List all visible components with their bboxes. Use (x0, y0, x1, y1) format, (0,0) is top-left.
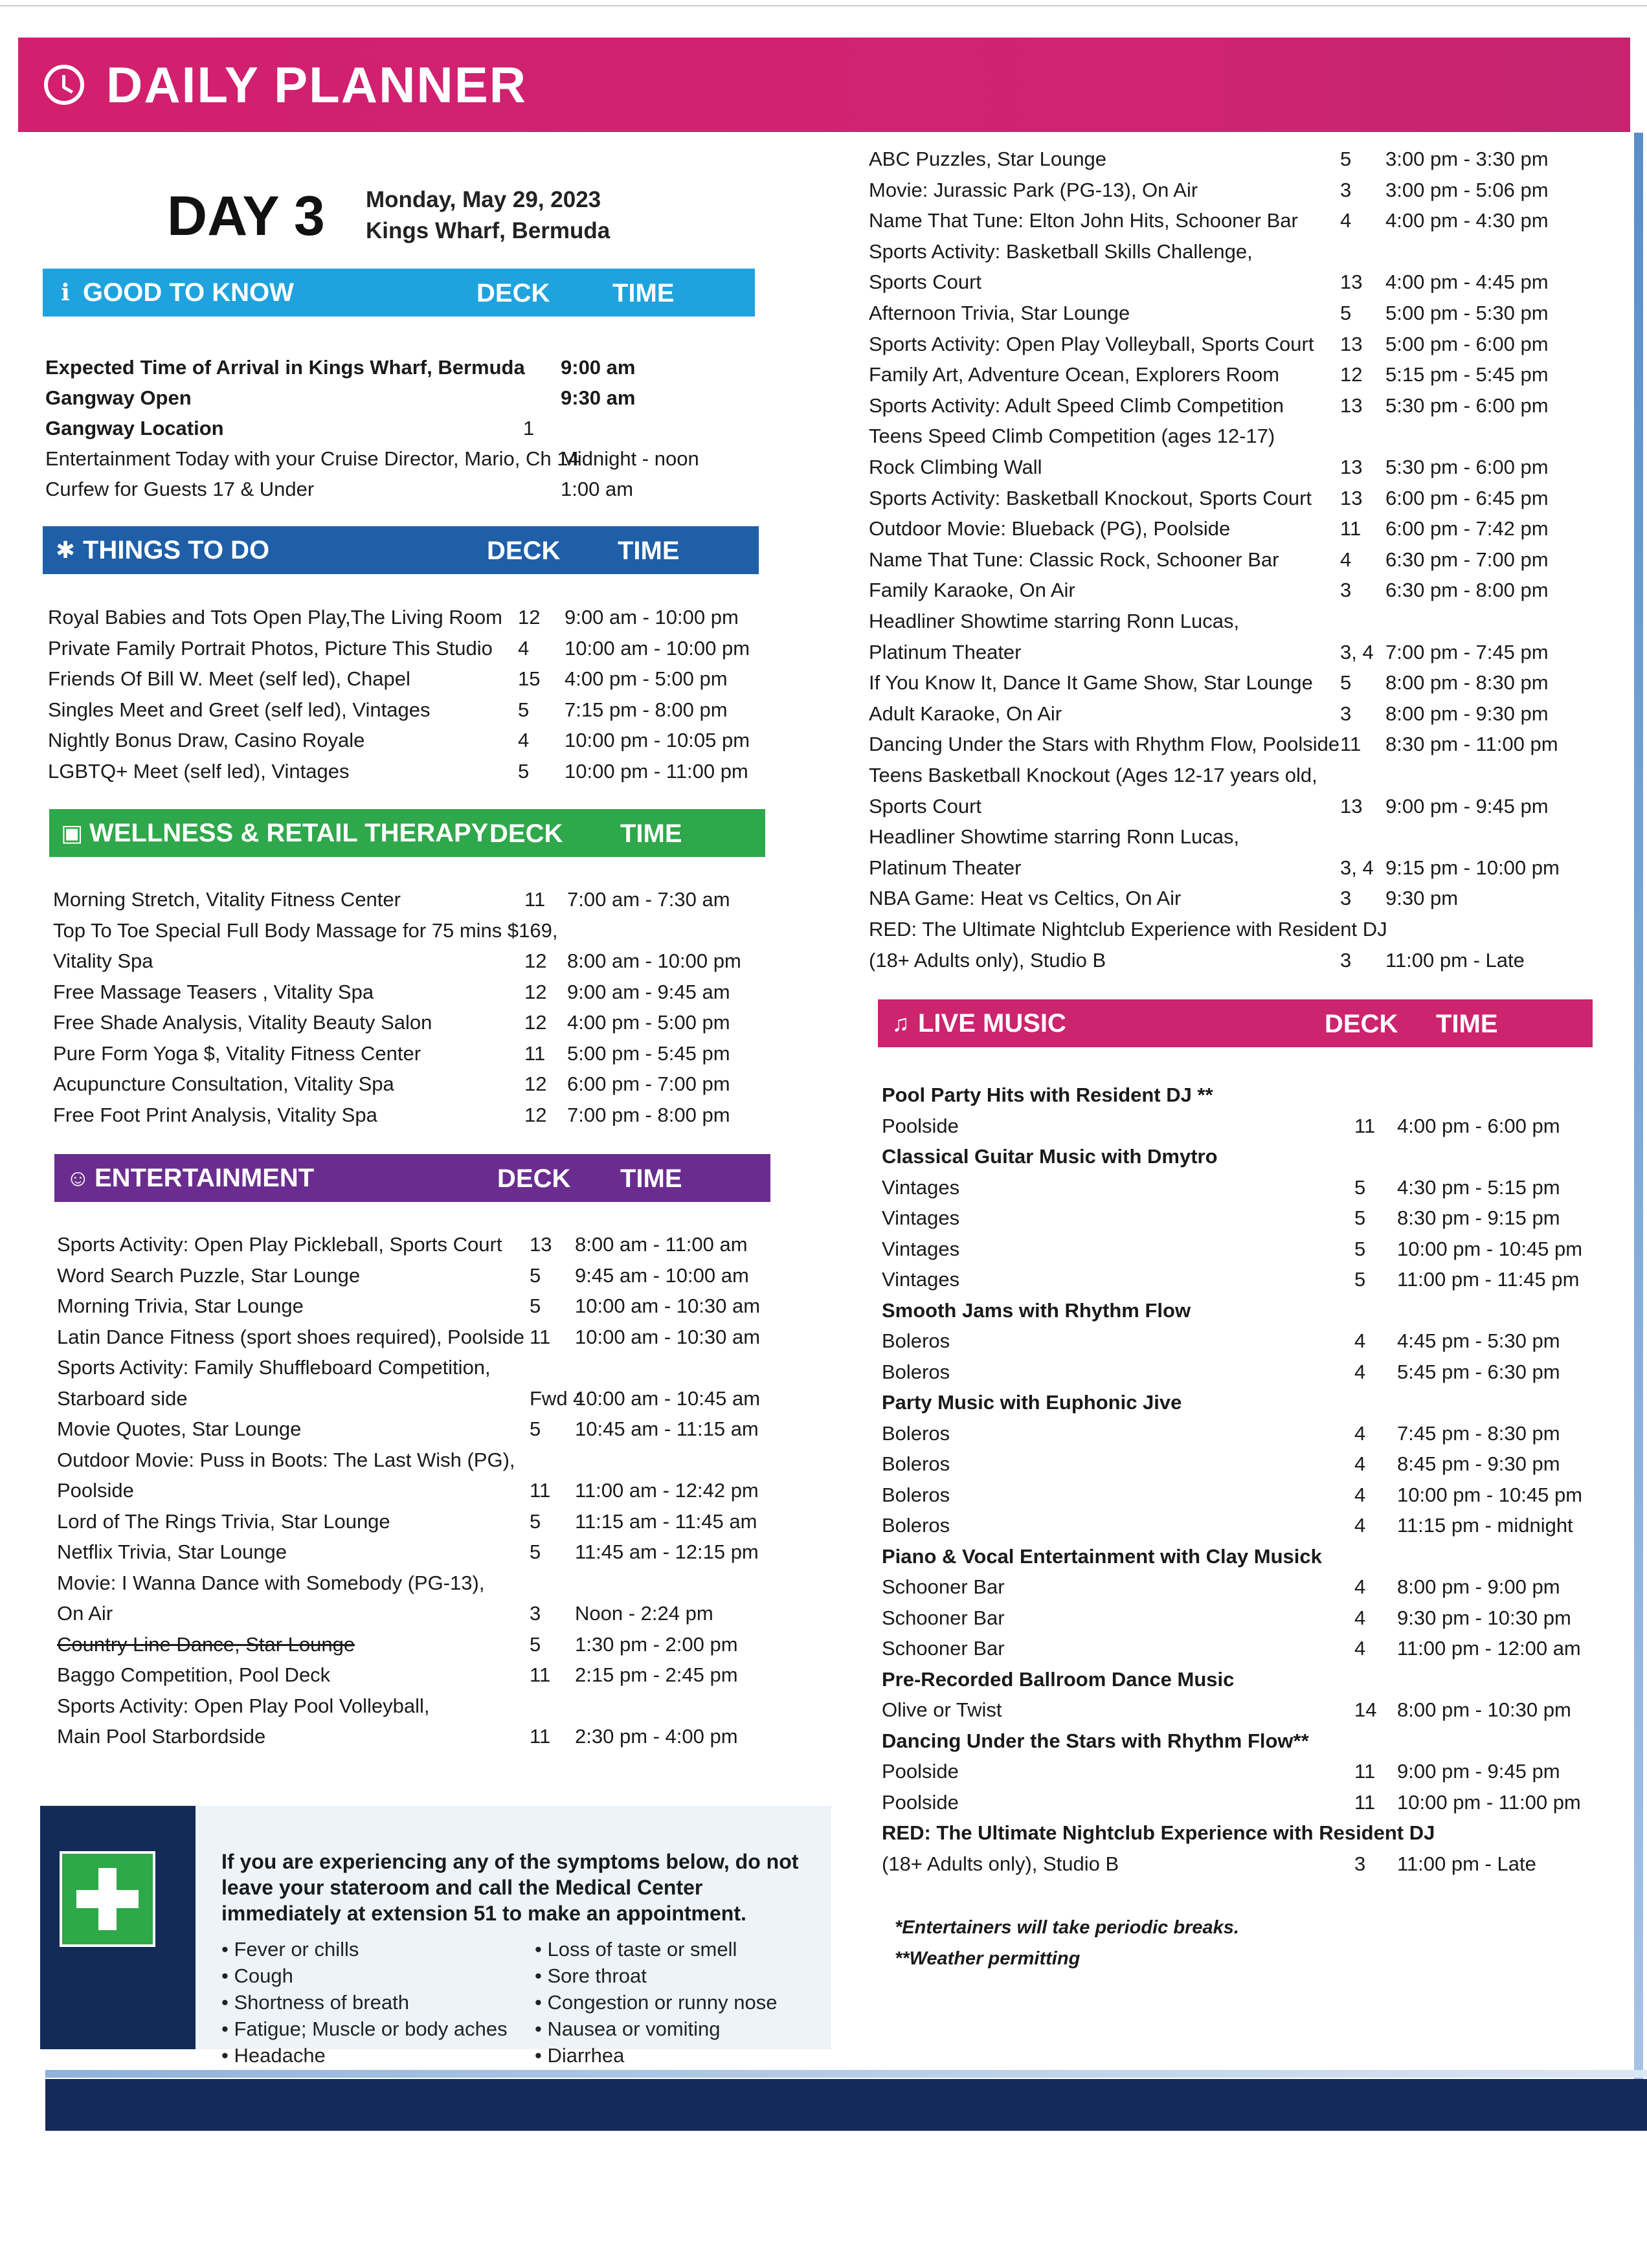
schedule-item-label: Baggo Competition, Pool Deck (57, 1663, 331, 1686)
wellness-header (49, 809, 765, 857)
schedule-item-label: Boleros (882, 1421, 950, 1445)
schedule-item-deck: 11 (1354, 1760, 1376, 1783)
schedule-item-deck: 12 (524, 950, 547, 972)
schedule-item-label: Pure Form Yoga $, Vitality Fitness Center (53, 1041, 421, 1065)
schedule-item-label: Morning Stretch, Vitality Fitness Center (53, 888, 401, 911)
page-banner (18, 38, 1630, 132)
schedule-item-deck: 5 (1354, 1237, 1366, 1260)
schedule-item-time: 11:00 pm - Late (1397, 1852, 1536, 1875)
schedule-item-deck: 3 (1340, 887, 1352, 910)
footnote: *Entertainers will take periodic breaks. (895, 1917, 1239, 1938)
things-to-do-title: THINGS TO DO (83, 535, 270, 564)
schedule-item-time: 4:00 pm - 6:00 pm (1397, 1114, 1560, 1137)
good-to-know-title: GOOD TO KNOW (83, 278, 294, 307)
symptom-item: • Loss of taste or smell (535, 1938, 737, 1961)
schedule-item-time: 4:00 pm - 5:00 pm (567, 1011, 730, 1034)
wellness-title: WELLNESS & RETAIL THERAPY (89, 818, 489, 847)
schedule-item-time: 4:00 pm - 5:00 pm (565, 667, 728, 690)
schedule-item-label: Headliner Showtime starring Ronn Lucas, (869, 825, 1240, 849)
schedule-item-deck: 5 (530, 1509, 541, 1533)
schedule-item-deck: 3 (1340, 702, 1352, 725)
schedule-item-time: 7:00 am - 7:30 am (567, 888, 730, 911)
medical-cross-icon (60, 1851, 155, 1947)
schedule-item-label: (18+ Adults only), Studio B (869, 948, 1106, 972)
day-label: DAY 3 (167, 185, 325, 247)
schedule-item-label: Poolside (882, 1760, 959, 1783)
schedule-item-time: 10:00 pm - 10:45 pm (1397, 1237, 1583, 1260)
symptom-item: • Cough (221, 1964, 293, 1987)
schedule-item-time: 7:00 pm - 8:00 pm (567, 1103, 730, 1126)
schedule-item-deck: 5 (530, 1632, 541, 1656)
schedule-item-time: 9:00 am - 9:45 am (567, 980, 730, 1003)
schedule-item-time: 9:30 am (561, 386, 636, 409)
schedule-item-time: 7:15 pm - 8:00 pm (565, 698, 728, 721)
schedule-item-label: Latin Dance Fitness (sport shoes required), Poolside (57, 1325, 524, 1348)
schedule-item-time: 5:30 pm - 6:00 pm (1385, 394, 1549, 417)
page-edge-stripe (1634, 133, 1643, 2113)
schedule-item-label: Morning Trivia, Star Lounge (57, 1295, 304, 1317)
schedule-item-deck: 13 (530, 1233, 552, 1256)
schedule-item-label: RED: The Ultimate Nightclub Experience with Resident DJ (882, 1821, 1435, 1844)
schedule-item-time: 11:00 pm - 12:00 am (1397, 1637, 1581, 1660)
schedule-item-label: Country Line Dance, Star Lounge (57, 1632, 355, 1656)
schedule-item-deck: Fwd 4 (530, 1386, 585, 1410)
schedule-item-time: 11:00 am - 12:42 pm (575, 1479, 759, 1502)
schedule-item-deck: 4 (1354, 1637, 1366, 1660)
schedule-item-deck: 4 (1340, 548, 1352, 571)
schedule-item-label: Acupuncture Consultation, Vitality Spa (53, 1073, 394, 1095)
schedule-item-label: Lord of The Rings Trivia, Star Lounge (57, 1509, 390, 1533)
schedule-item-label: Free Foot Print Analysis, Vitality Spa (53, 1103, 377, 1126)
schedule-item-label: Boleros (882, 1360, 950, 1383)
schedule-item-label: Poolside (57, 1479, 134, 1502)
schedule-item-label: Starboard side (57, 1386, 188, 1410)
schedule-item-label: Sports Court (869, 271, 982, 294)
schedule-item-deck: 13 (1340, 456, 1363, 478)
schedule-item-label: Vintages (882, 1206, 960, 1229)
schedule-item-label: Gangway Open (45, 386, 192, 409)
schedule-item-label: Smooth Jams with Rhythm Flow (882, 1298, 1191, 1322)
schedule-item-label: Boleros (882, 1329, 950, 1352)
live-music-header (878, 999, 1593, 1047)
symptom-item: • Headache (221, 2044, 326, 2067)
entertainment-header (54, 1154, 770, 1202)
symptom-item: • Shortness of breath (221, 1991, 410, 2014)
schedule-item-deck: 14 (1354, 1698, 1377, 1721)
schedule-item-deck: 12 (518, 606, 541, 628)
schedule-item-label: Platinum Theater (869, 856, 1022, 879)
mask-icon: ☺ (66, 1164, 90, 1191)
schedule-item-time: 11:00 pm - Late (1385, 948, 1525, 972)
schedule-item-deck: 13 (1340, 794, 1363, 817)
schedule-item-deck: 11 (1354, 1114, 1376, 1137)
schedule-item-label: If You Know It, Dance It Game Show, Star Lounge (869, 671, 1313, 695)
schedule-item-time: 7:45 pm - 8:30 pm (1397, 1421, 1560, 1445)
schedule-item-label: NBA Game: Heat vs Celtics, On Air (869, 887, 1182, 910)
schedule-item-deck: 5 (1340, 671, 1352, 695)
entertainment-time-heading: TIME (620, 1164, 682, 1193)
schedule-item-time: 8:30 pm - 11:00 pm (1385, 733, 1558, 756)
symptom-item: • Sore throat (535, 1964, 647, 1987)
schedule-item-label: Vintages (882, 1268, 960, 1291)
schedule-item-label: Family Art, Adventure Ocean, Explorers Room (869, 363, 1280, 386)
live-music-deck-heading: DECK (1325, 1010, 1398, 1038)
schedule-item-label: Outdoor Movie: Puss in Boots: The Last Wish (PG), (57, 1448, 515, 1471)
schedule-item-time: 10:00 am - 10:30 am (575, 1295, 761, 1317)
schedule-item-time: 9:00 am (561, 356, 636, 379)
schedule-item-deck: 5 (530, 1295, 541, 1317)
schedule-item-label: Teens Basketball Knockout (Ages 12-17 years old, (869, 764, 1317, 786)
schedule-item-time: 10:00 pm - 11:00 pm (1397, 1790, 1581, 1814)
schedule-item-time: Noon - 2:24 pm (575, 1602, 713, 1625)
good-to-know-deck-heading: DECK (476, 279, 550, 307)
schedule-item-time: 9:15 pm - 10:00 pm (1385, 856, 1560, 879)
schedule-item-deck: 4 (518, 636, 530, 660)
schedule-item-time: 10:00 pm - 11:00 pm (565, 759, 748, 783)
schedule-item-deck: 3, 4 (1340, 640, 1374, 663)
schedule-item-label: Schooner Bar (882, 1637, 1005, 1660)
schedule-item-deck: 5 (530, 1263, 541, 1287)
schedule-item-label: Dancing Under the Stars with Rhythm Flow** (882, 1729, 1309, 1752)
schedule-item-time: 10:00 pm - 10:05 pm (565, 729, 750, 751)
day-info (366, 184, 610, 247)
schedule-item-label: Expected Time of Arrival in Kings Wharf, Bermuda (45, 356, 525, 379)
schedule-item-label: Platinum Theater (869, 640, 1022, 663)
schedule-item-label: Royal Babies and Tots Open Play,The Living Room (48, 606, 502, 628)
schedule-item-label: Sports Court (869, 794, 982, 817)
schedule-item-time: 5:45 pm - 6:30 pm (1397, 1360, 1560, 1383)
schedule-item-label: Outdoor Movie: Blueback (PG), Poolside (869, 517, 1231, 540)
schedule-item-label: Movie: I Wanna Dance with Somebody (PG-13), (57, 1571, 485, 1594)
schedule-item-time: 10:00 pm - 10:45 pm (1397, 1483, 1583, 1506)
schedule-item-label: Afternoon Trivia, Star Lounge (869, 302, 1130, 324)
good-to-know-header (43, 269, 755, 317)
schedule-item-label: Teens Speed Climb Competition (ages 12-17) (869, 425, 1275, 448)
footnote: **Weather permitting (895, 1948, 1081, 1969)
schedule-item-time: 4:00 pm - 4:45 pm (1385, 271, 1549, 294)
schedule-item-label: RED: The Ultimate Nightclub Experience with Resident DJ (869, 918, 1387, 940)
schedule-item-label: Pre-Recorded Ballroom Dance Music (882, 1667, 1235, 1691)
schedule-item-time: Midnight - noon (561, 447, 699, 470)
schedule-item-label: Top To Toe Special Full Body Massage for 75 mins $169, (53, 918, 558, 942)
symptom-item: • Fatigue; Muscle or body aches (221, 2018, 508, 2040)
schedule-item-label: Nightly Bonus Draw, Casino Royale (48, 729, 365, 751)
schedule-item-deck: 3 (1340, 579, 1352, 602)
schedule-item-deck: 12 (524, 1073, 547, 1095)
schedule-item-time: 8:00 pm - 10:30 pm (1397, 1698, 1571, 1721)
schedule-item-label: (18+ Adults only), Studio B (882, 1852, 1119, 1875)
schedule-item-deck: 12 (524, 980, 547, 1003)
schedule-item-time: 10:45 am - 11:15 am (575, 1418, 759, 1440)
wellness-deck-heading: DECK (489, 819, 563, 848)
schedule-item-label: Entertainment Today with your Cruise Director, Mario, Ch 14 (45, 447, 579, 470)
schedule-item-label: Friends Of Bill W. Meet (self led), Chapel (48, 667, 410, 690)
schedule-item-label: Boleros (882, 1483, 950, 1506)
schedule-item-label: Word Search Puzzle, Star Lounge (57, 1263, 361, 1287)
schedule-item-time: 4:45 pm - 5:30 pm (1397, 1329, 1560, 1352)
good-to-know-time-heading: TIME (612, 279, 675, 307)
schedule-item-time: 5:00 pm - 6:00 pm (1385, 332, 1549, 355)
schedule-item-label: Gangway Location (45, 417, 224, 439)
schedule-item-deck: 11 (1354, 1790, 1376, 1814)
schedule-item-time: 5:00 pm - 5:45 pm (567, 1041, 730, 1065)
things-to-do-deck-heading: DECK (487, 537, 561, 565)
schedule-item-deck: 4 (1354, 1606, 1366, 1629)
schedule-item-time: 10:00 am - 10:45 am (575, 1386, 761, 1410)
schedule-item-time: 8:00 pm - 8:30 pm (1385, 671, 1549, 695)
things-to-do-header (43, 526, 759, 574)
schedule-item-label: Movie Quotes, Star Lounge (57, 1418, 302, 1440)
schedule-item-label: Sports Activity: Open Play Pickleball, Sports Court (57, 1233, 502, 1256)
schedule-item-deck: 11 (1340, 517, 1361, 540)
clock-icon (44, 65, 84, 105)
schedule-item-deck: 3 (1354, 1852, 1366, 1875)
schedule-item-label: Vitality Spa (53, 950, 153, 972)
schedule-item-time: 3:00 pm - 3:30 pm (1385, 148, 1549, 170)
schedule-item-deck: 4 (1354, 1329, 1366, 1352)
medical-message: If you are experiencing any of the symptoms below, do not leave your stateroom and call the Medical Center immediately at extension 51 to make an appointment. (221, 1850, 799, 1925)
schedule-item-deck: 15 (518, 667, 541, 690)
schedule-item-label: Curfew for Guests 17 & Under (45, 478, 315, 500)
schedule-item-label: Classical Guitar Music with Dmytro (882, 1145, 1218, 1168)
schedule-item-label: Sports Activity: Open Play Volleyball, Sports Court (869, 332, 1314, 355)
schedule-item-deck: 5 (530, 1418, 541, 1440)
schedule-item-deck: 13 (1340, 332, 1363, 355)
schedule-item-time: 2:15 pm - 2:45 pm (575, 1663, 738, 1686)
schedule-item-time: 7:00 pm - 7:45 pm (1385, 640, 1549, 663)
info-icon: ℹ (61, 279, 70, 306)
schedule-item-label: Sports Activity: Family Shuffleboard Competition, (57, 1356, 491, 1379)
schedule-item-deck: 5 (1354, 1206, 1366, 1229)
schedule-item-time: 9:00 am - 10:00 pm (565, 606, 739, 628)
schedule-item-label: Sports Activity: Open Play Pool Volleyball, (57, 1694, 430, 1717)
schedule-item-label: LGBTQ+ Meet (self led), Vintages (48, 759, 350, 783)
schedule-item-deck: 11 (530, 1663, 551, 1686)
schedule-item-label: Sports Activity: Adult Speed Climb Competition (869, 394, 1284, 417)
schedule-item-label: Schooner Bar (882, 1606, 1005, 1629)
schedule-item-deck: 12 (1340, 363, 1363, 386)
schedule-item-deck: 5 (1340, 148, 1352, 170)
schedule-item-label: On Air (57, 1602, 113, 1625)
schedule-item-label: Schooner Bar (882, 1575, 1005, 1598)
live-music-time-heading: TIME (1436, 1010, 1498, 1038)
schedule-item-label: Poolside (882, 1114, 959, 1137)
symptom-item: • Fever or chills (221, 1938, 359, 1961)
schedule-item-label: Vintages (882, 1175, 960, 1199)
schedule-item-deck: 3, 4 (1340, 856, 1374, 879)
schedule-item-time: 6:00 pm - 6:45 pm (1385, 486, 1549, 509)
page-title: DAILY PLANNER (106, 56, 528, 113)
schedule-item-deck: 11 (524, 888, 546, 911)
schedule-item-label: Private Family Portrait Photos, Picture This Studio (48, 636, 493, 660)
schedule-item-time: 11:15 pm - midnight (1397, 1514, 1573, 1537)
live-music-title: LIVE MUSIC (918, 1008, 1066, 1038)
top-rule (0, 5, 1647, 6)
schedule-item-time: 9:00 pm - 9:45 pm (1397, 1760, 1560, 1783)
schedule-item-time: 8:00 am - 11:00 am (575, 1233, 748, 1256)
schedule-item-deck: 4 (1340, 209, 1352, 232)
things-to-do-time-heading: TIME (618, 537, 680, 565)
schedule-item-label: Olive or Twist (882, 1698, 1002, 1721)
schedule-item-label: Singles Meet and Greet (self led), Vintages (48, 698, 431, 721)
schedule-item-time: 8:30 pm - 9:15 pm (1397, 1206, 1560, 1229)
schedule-item-deck: 4 (1354, 1421, 1366, 1445)
schedule-item-deck: 11 (530, 1725, 551, 1748)
schedule-item-time: 11:45 am - 12:15 pm (575, 1540, 759, 1563)
schedule-item-label: Name That Tune: Elton John Hits, Schooner Bar (869, 209, 1298, 232)
schedule-item-time: 6:30 pm - 8:00 pm (1385, 579, 1549, 602)
schedule-item-label: Adult Karaoke, On Air (869, 702, 1062, 725)
schedule-item-label: ABC Puzzles, Star Lounge (869, 148, 1107, 170)
schedule-item-deck: 12 (524, 1011, 547, 1034)
bag-icon: ▣ (61, 819, 84, 846)
symptom-item: • Congestion or runny nose (535, 1991, 778, 2014)
schedule-item-deck: 4 (1354, 1360, 1366, 1383)
music-note-icon: ♫ (891, 1010, 910, 1036)
schedule-item-time: 3:00 pm - 5:06 pm (1385, 178, 1549, 201)
schedule-item-label: Poolside (882, 1790, 959, 1814)
schedule-item-time: 5:30 pm - 6:00 pm (1385, 456, 1549, 478)
schedule-item-time: 10:00 am - 10:00 pm (565, 636, 750, 660)
schedule-item-label: Free Massage Teasers , Vitality Spa (53, 980, 374, 1003)
schedule-item-deck: 4 (1354, 1514, 1366, 1537)
schedule-item-time: 2:30 pm - 4:00 pm (575, 1725, 738, 1748)
schedule-item-deck: 11 (530, 1479, 551, 1502)
footer-bar (45, 2079, 1647, 2131)
schedule-item-time: 5:15 pm - 5:45 pm (1385, 363, 1549, 386)
schedule-item-deck: 3 (530, 1602, 541, 1625)
schedule-item-deck: 1 (523, 417, 535, 439)
schedule-item-label: Name That Tune: Classic Rock, Schooner Bar (869, 548, 1279, 571)
symptom-item: • Diarrhea (535, 2044, 625, 2067)
schedule-item-time: 8:00 pm - 9:00 pm (1397, 1575, 1560, 1598)
schedule-item-label: Boleros (882, 1514, 950, 1537)
symptom-item: • Nausea or vomiting (535, 2018, 721, 2040)
schedule-item-time: 11:00 pm - 11:45 pm (1397, 1268, 1580, 1291)
schedule-item-time: 9:30 pm (1385, 887, 1459, 910)
schedule-item-deck: 5 (530, 1540, 541, 1563)
schedule-item-time: 6:30 pm - 7:00 pm (1385, 548, 1549, 571)
schedule-item-time: 11:15 am - 11:45 am (575, 1509, 757, 1533)
entertainment-deck-heading: DECK (497, 1164, 571, 1193)
schedule-item-label: Family Karaoke, On Air (869, 579, 1075, 602)
schedule-item-label: Party Music with Euphonic Jive (882, 1391, 1182, 1414)
schedule-item-label: Boleros (882, 1452, 950, 1475)
schedule-item-deck: 5 (518, 759, 530, 783)
schedule-item-label: Movie: Jurassic Park (PG-13), On Air (869, 178, 1198, 201)
schedule-item-time: 1:00 am (561, 478, 634, 500)
schedule-item-deck: 3 (1340, 948, 1352, 972)
schedule-item-time: 10:00 am - 10:30 am (575, 1325, 761, 1348)
schedule-item-time: 9:30 pm - 10:30 pm (1397, 1606, 1571, 1629)
person-icon: ✱ (55, 537, 76, 563)
schedule-item-time: 9:00 pm - 9:45 pm (1385, 794, 1549, 817)
schedule-item-deck: 4 (1354, 1483, 1366, 1506)
schedule-item-time: 8:00 am - 10:00 pm (567, 950, 741, 972)
schedule-item-label: Pool Party Hits with Resident DJ ** (882, 1084, 1213, 1106)
schedule-item-time: 6:00 pm - 7:42 pm (1385, 517, 1549, 540)
port-text: Kings Wharf, Bermuda (366, 218, 611, 243)
schedule-item-deck: 13 (1340, 486, 1363, 509)
schedule-item-time: 8:00 pm - 9:30 pm (1385, 702, 1549, 725)
schedule-item-deck: 4 (1354, 1452, 1366, 1475)
schedule-item-label: Free Shade Analysis, Vitality Beauty Salon (53, 1011, 432, 1034)
schedule-item-label: Piano & Vocal Entertainment with Clay Musick (882, 1544, 1322, 1568)
schedule-item-deck: 4 (518, 729, 530, 751)
schedule-item-deck: 3 (1340, 178, 1352, 201)
schedule-item-label: Headliner Showtime starring Ronn Lucas, (869, 610, 1240, 632)
entertainment-title: ENTERTAINMENT (95, 1163, 315, 1192)
schedule-item-time: 4:30 pm - 5:15 pm (1397, 1175, 1560, 1199)
schedule-item-time: 8:45 pm - 9:30 pm (1397, 1452, 1560, 1475)
schedule-item-label: Vintages (882, 1237, 960, 1260)
schedule-item-time: 9:45 am - 10:00 am (575, 1263, 749, 1287)
schedule-item-label: Sports Activity: Basketball Skills Challenge, (869, 239, 1253, 263)
schedule-item-label: Main Pool Starbordside (57, 1725, 266, 1748)
schedule-item-deck: 5 (518, 698, 530, 721)
schedule-item-deck: 12 (524, 1103, 547, 1126)
schedule-item-label: Dancing Under the Stars with Rhythm Flow, Poolside (869, 733, 1340, 756)
schedule-item-label: Netflix Trivia, Star Lounge (57, 1540, 287, 1563)
schedule-item-deck: 11 (524, 1041, 546, 1065)
schedule-item-time: 6:00 pm - 7:00 pm (567, 1073, 730, 1095)
date-text: Monday, May 29, 2023 (366, 187, 601, 212)
schedule-item-time: 1:30 pm - 2:00 pm (575, 1632, 738, 1656)
schedule-item-deck: 5 (1340, 302, 1352, 324)
schedule-item-deck: 13 (1340, 394, 1363, 417)
schedule-item-deck: 11 (1340, 733, 1361, 756)
schedule-item-time: 5:00 pm - 5:30 pm (1385, 302, 1549, 324)
schedule-item-label: Sports Activity: Basketball Knockout, Sports Court (869, 486, 1312, 509)
schedule-item-deck: 5 (1354, 1268, 1366, 1291)
schedule-item-time: 4:00 pm - 4:30 pm (1385, 209, 1549, 232)
schedule-item-deck: 11 (530, 1325, 551, 1348)
footer-accent (45, 2070, 1647, 2078)
schedule-item-deck: 13 (1340, 271, 1363, 294)
schedule-item-deck: 4 (1354, 1575, 1366, 1598)
schedule-item-label: Rock Climbing Wall (869, 456, 1042, 478)
wellness-time-heading: TIME (620, 819, 682, 848)
schedule-item-deck: 5 (1354, 1175, 1366, 1199)
